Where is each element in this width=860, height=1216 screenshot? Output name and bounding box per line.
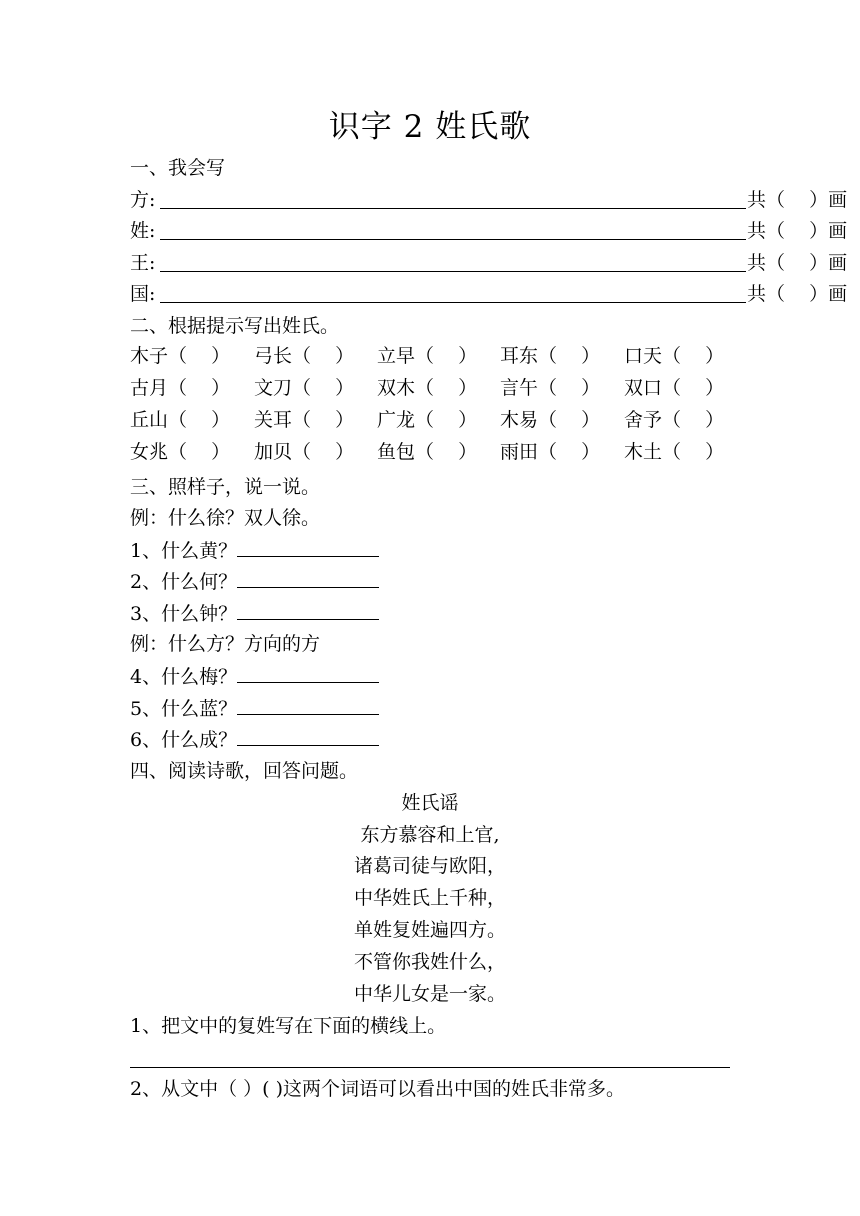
- section1-heading: 一、我会写: [130, 157, 226, 179]
- stroke-count-blank: 共（ ）画: [747, 252, 848, 274]
- page-title: 识字 2 姓氏歌: [328, 109, 532, 145]
- write-row: [130, 217, 848, 245]
- question-text: 6、什么成？: [130, 729, 238, 751]
- hint-item: 丘山（ ）: [130, 409, 231, 431]
- question-text: 4、什么梅？: [130, 666, 238, 688]
- write-char: 王:: [130, 252, 156, 274]
- poem-line: 东方慕容和上官,: [360, 824, 500, 846]
- answer-line: [237, 662, 379, 683]
- hint-row: [130, 342, 750, 374]
- question-text: 2、什么何？: [130, 571, 238, 593]
- write-char: 国:: [130, 283, 156, 305]
- write-char: 方:: [130, 189, 156, 211]
- answer-line: [160, 302, 746, 303]
- hint-item: 立早（ ）: [377, 345, 478, 367]
- poem-line: 诸葛司徒与欧阳，: [353, 855, 506, 877]
- write-row: [130, 280, 848, 308]
- hint-item: 弓长（ ）: [254, 345, 355, 367]
- hint-item: 耳东（ ）: [500, 345, 601, 367]
- hint-item: 关耳（ ）: [254, 409, 355, 431]
- hint-item: 广龙（ ）: [377, 409, 478, 431]
- hint-row: [130, 374, 750, 406]
- reading-question: 1、把文中的复姓写在下面的横线上。: [130, 1015, 447, 1037]
- write-row: [130, 249, 848, 277]
- hint-item: 口天（ ）: [624, 345, 725, 367]
- answer-line: [130, 1067, 730, 1068]
- answer-line: [237, 725, 379, 746]
- reading-question: 2、从文中（ ）( )这两个词语可以看出中国的姓氏非常多。: [130, 1078, 625, 1100]
- section4-heading: 四、阅读诗歌，回答问题。: [130, 760, 359, 782]
- question-item: [130, 725, 379, 754]
- hint-item: 雨田（ ）: [500, 441, 601, 463]
- section2-heading: 二、根据提示写出姓氏。: [130, 315, 340, 337]
- hint-item: 女兆（ ）: [130, 441, 231, 463]
- hint-row: [130, 406, 750, 438]
- answer-line: [237, 599, 379, 620]
- answer-line: [237, 694, 379, 715]
- section3-heading: 三、照样子，说一说。: [130, 476, 321, 498]
- question-item: [130, 662, 379, 691]
- hint-item: 木子（ ）: [130, 345, 231, 367]
- hint-row: [130, 438, 750, 470]
- hint-item: 文刀（ ）: [254, 377, 355, 399]
- poem-title: 姓氏谣: [401, 792, 459, 814]
- answer-line: [160, 271, 746, 272]
- poem-line: 不管你我姓什么，: [353, 951, 506, 973]
- poem-line: 中华姓氏上千种，: [353, 887, 506, 909]
- hint-item: 鱼包（ ）: [377, 441, 478, 463]
- hint-item: 双木（ ）: [377, 377, 478, 399]
- poem-line: 中华儿女是一家。: [353, 983, 506, 1005]
- example-sentence: 例：什么徐？双人徐。: [130, 507, 321, 529]
- hint-item: 古月（ ）: [130, 377, 231, 399]
- answer-line: [237, 536, 379, 557]
- question-text: 1、什么黄？: [130, 540, 238, 562]
- answer-line: [160, 239, 746, 240]
- question-text: 5、什么蓝？: [130, 698, 238, 720]
- hint-item: 双口（ ）: [624, 377, 725, 399]
- hint-item: 木易（ ）: [500, 409, 601, 431]
- question-item: [130, 599, 379, 628]
- hint-item: 加贝（ ）: [254, 441, 355, 463]
- hint-item: 舍予（ ）: [624, 409, 725, 431]
- question-item: [130, 694, 379, 723]
- hint-item: 木土（ ）: [624, 441, 725, 463]
- stroke-count-blank: 共（ ）画: [747, 220, 848, 242]
- poem-line: 单姓复姓遍四方。: [353, 919, 506, 941]
- answer-line: [237, 567, 379, 588]
- stroke-count-blank: 共（ ）画: [747, 189, 848, 211]
- question-item: [130, 567, 379, 596]
- example-sentence: 例：什么方？方向的方: [130, 633, 321, 655]
- hint-item: 言午（ ）: [500, 377, 601, 399]
- answer-line: [160, 208, 746, 209]
- write-char: 姓:: [130, 220, 156, 242]
- question-text: 3、什么钟？: [130, 603, 238, 625]
- write-row: [130, 186, 848, 214]
- surname-hint-grid: [130, 342, 750, 470]
- question-item: [130, 536, 379, 565]
- stroke-count-blank: 共（ ）画: [747, 283, 848, 305]
